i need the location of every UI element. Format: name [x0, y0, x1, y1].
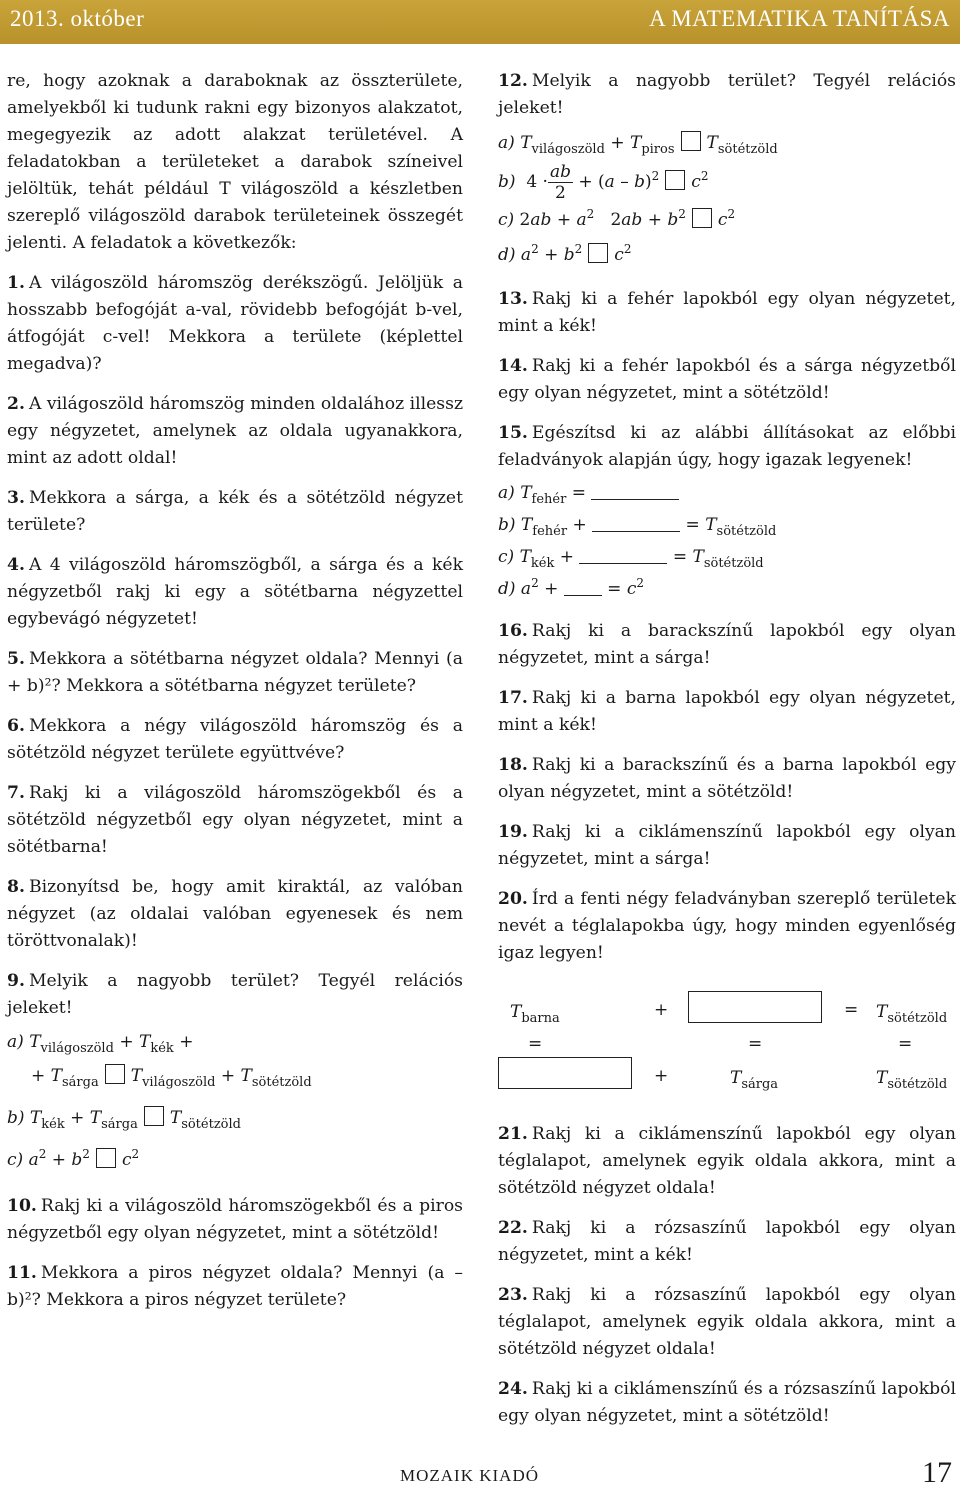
answer-rectangle[interactable]: [688, 991, 822, 1023]
cell-t-sarga: $T_{sárga}$: [730, 1068, 779, 1092]
task-number: 4.: [7, 555, 25, 575]
equals-sign: =: [528, 1034, 543, 1054]
task-text: Rakj ki a ciklámenszínű és a rózsaszínű lapokból egy olyan négyzetet, mint a sötétzöld!: [498, 1379, 956, 1426]
left-column: [7, 68, 463, 1314]
page-number: 17: [922, 1456, 952, 1489]
task-text: Mekkora a piros négyzet oldala? Mennyi (a – b)²? Mekkora a piros négyzet területe?: [7, 1263, 463, 1310]
task-number: 12.: [498, 71, 528, 91]
task-text: Mekkora a sárga, a kék és a sötétzöld négyzet területe?: [7, 488, 463, 535]
task-9-expressions: [7, 1026, 463, 1177]
task-6: [7, 713, 463, 767]
plus-sign: +: [654, 1066, 669, 1086]
task-24: [498, 1376, 956, 1430]
task-number: 10.: [7, 1196, 37, 1216]
header-journal: A MATEMATIKA TANÍTÁSA: [649, 6, 950, 31]
relation-box[interactable]: [665, 170, 685, 190]
task-text: Melyik a nagyobb terület? Tegyél relációs jeleket!: [7, 971, 463, 1018]
task-number: 2.: [7, 394, 25, 414]
task-text: Melyik a nagyobb terület? Tegyél relációs jeleket!: [498, 71, 956, 118]
stmt-15b: b) $T_{fehér}$ + = $T_{sötétzöld}$: [498, 515, 777, 539]
blank-line[interactable]: [592, 531, 680, 532]
task-13: [498, 286, 956, 340]
cell-t-barna: $T_{barna}$: [510, 1002, 560, 1026]
task-14: [498, 353, 956, 407]
task-number: 13.: [498, 289, 528, 309]
task-10: [7, 1193, 463, 1247]
expr-9b: b) $T_{kék} + T_{sárga}$ $T_{sötétzöld}$: [7, 1108, 241, 1132]
expr-12b: b) 4 · $\frac{ab}{2}$ + (a – b)$^2$ $c^2$: [498, 162, 709, 203]
task-text: Egészítsd ki az alábbi állításokat az előbbi feladványok alapján úgy, hogy igazak legyenek!: [498, 423, 956, 470]
task-text: Rakj ki a világoszöld háromszögekből és a piros négyzetből egy olyan négyzetet, mint a sötétzöld!: [7, 1196, 463, 1243]
task-text: Rakj ki a barackszínű lapokból egy olyan négyzetet, mint a sárga!: [498, 621, 956, 668]
task-20: [498, 886, 956, 967]
task-text: Rakj ki a rózsaszínű lapokból egy olyan téglalapot, amelynek egyik oldala akkora, mint a sötétzöld négyzet oldala!: [498, 1285, 956, 1359]
task-text: Rakj ki a világoszöld háromszögekből és a sötétzöld négyzetből egy olyan négyzetet, mint a sötétbarna!: [7, 783, 463, 857]
task-number: 9.: [7, 971, 25, 991]
task-number: 20.: [498, 889, 528, 909]
task-number: 14.: [498, 356, 528, 376]
task-22: [498, 1215, 956, 1269]
task-number: 23.: [498, 1285, 528, 1305]
task-23: [498, 1282, 956, 1363]
task-number: 3.: [7, 488, 25, 508]
task-12: [498, 68, 956, 122]
task-7: [7, 780, 463, 861]
page-footer: [0, 1456, 960, 1490]
task-number: 17.: [498, 688, 528, 708]
task-text: A világoszöld háromszög derékszögű. Jelöljük a hosszabb befogóját a-val, rövidebb befogóját b-vel, átfogóját c-vel! Mekkora a területe (képlettel megadva)?: [7, 273, 463, 374]
right-column: [498, 68, 956, 1430]
task-number: 11.: [7, 1263, 37, 1283]
plus-sign: +: [654, 1000, 669, 1020]
task-number: 5.: [7, 649, 25, 669]
task-15: [498, 420, 956, 474]
task-12-expressions: [498, 126, 956, 273]
blank-line[interactable]: [579, 563, 667, 564]
task-text: Rakj ki a ciklámenszínű lapokból egy olyan téglalapot, amelynek egyik oldala akkora, mint a sötétzöld négyzet oldala!: [498, 1124, 956, 1198]
task-number: 8.: [7, 877, 25, 897]
task-number: 21.: [498, 1124, 528, 1144]
equals-sign: =: [898, 1034, 913, 1054]
task-text: Rakj ki a fehér lapokból egy olyan négyzetet, mint a kék!: [498, 289, 956, 336]
task-number: 16.: [498, 621, 528, 641]
expr-12a: a) $T_{világoszöld} + T_{piros}$ $T_{sötétzöld}$: [498, 133, 778, 157]
answer-rectangle[interactable]: [498, 1057, 632, 1089]
relation-box[interactable]: [692, 208, 712, 228]
expr-12d: d) $a^2 + b^2$ $c^2$: [498, 242, 632, 265]
task-18: [498, 752, 956, 806]
relation-box[interactable]: [105, 1064, 125, 1084]
task-8: [7, 874, 463, 955]
stmt-15a: a) $T_{fehér}$ =: [498, 478, 956, 510]
task-4: [7, 552, 463, 633]
stmt-15c: c) $T_{kék}$ + = $T_{sötétzöld}$: [498, 547, 764, 571]
task-9: [7, 968, 463, 1022]
publisher-name: MOZAIK KIADÓ: [400, 1466, 540, 1485]
task-2: [7, 391, 463, 472]
task-19: [498, 819, 956, 873]
cell-t-sotetzold: $T_{sötétzöld}$: [876, 1002, 948, 1026]
task-number: 7.: [7, 783, 25, 803]
task-1: [7, 270, 463, 378]
task-text: A világoszöld háromszög minden oldalához illessz egy négyzetet, amelynek az oldala ugyanakkora, mint az adott oldal!: [7, 394, 463, 468]
relation-box[interactable]: [96, 1148, 116, 1168]
blank-line[interactable]: [591, 499, 679, 500]
equals-sign: =: [748, 1034, 763, 1054]
task-text: Írd a fenti négy feladványban szereplő területek nevét a téglalapokba úgy, hogy minden egyenlőség igaz legyen!: [498, 889, 956, 963]
cell-t-sotetzold: $T_{sötétzöld}$: [876, 1068, 948, 1092]
task-text: Mekkora a sötétbarna négyzet oldala? Mennyi (a + b)²? Mekkora a sötétbarna négyzet területe?: [7, 649, 463, 696]
task-text: A 4 világoszöld háromszögből, a sárga és a kék négyzetből rakj ki egy a sötétbarna négyzettel egybevágó négyzetet!: [7, 555, 463, 629]
task-text: Rakj ki a rózsaszínű lapokból egy olyan négyzetet, mint a kék!: [498, 1218, 956, 1265]
stmt-15d: d) $a^2$ + = $c^2$: [498, 576, 644, 599]
task-20-equation-grid: [498, 987, 956, 1097]
task-number: 22.: [498, 1218, 528, 1238]
task-number: 15.: [498, 423, 528, 443]
task-5: [7, 646, 463, 700]
expr-12c: c) $2ab + a^2$ $2ab + b^2$ $c^2$: [498, 207, 736, 230]
task-text: Mekkora a négy világoszöld háromszög és a sötétzöld négyzet területe együttvéve?: [7, 716, 463, 763]
relation-box[interactable]: [681, 131, 701, 151]
task-15-statements: [498, 478, 956, 605]
task-text: Bizonyítsd be, hogy amit kiraktál, az valóban négyzet (az oldalai valóban egyenesek és nem töröttvonalak)!: [7, 877, 463, 951]
page-header: [0, 0, 960, 44]
task-text: Rakj ki a barackszínű és a barna lapokból egy olyan négyzetet, mint a sötétzöld!: [498, 755, 956, 802]
blank-line[interactable]: [564, 595, 602, 596]
task-number: 1.: [7, 273, 25, 293]
task-3: [7, 485, 463, 539]
task-17: [498, 685, 956, 739]
intro-paragraph: re, hogy azoknak a daraboknak az összterülete, amelyekből ki tudunk rakni egy bizonyos alakzatot, megegyezik az adott alakzat területével. A feladatokban a területeket a darabok színeivel jelöltük, tehát például T világoszöld a készletben szereplő világoszöld darabok területeinek összegét jelenti. A feladatok a következők:: [7, 71, 463, 253]
expr-9a: a) $T_{világoszöld} + T_{kék}$ +: [7, 1032, 194, 1056]
header-date: 2013. október: [10, 6, 145, 31]
task-text: Rakj ki a fehér lapokból és a sárga négyzetből egy olyan négyzetet, mint a sötétzöld!: [498, 356, 956, 403]
expr-9a-cont: + $T_{sárga}$ $T_{világoszöld} + T_{sötétzöld}$: [31, 1066, 312, 1090]
equals-sign: =: [844, 1000, 859, 1020]
task-number: 24.: [498, 1379, 528, 1399]
task-text: Rakj ki a ciklámenszínű lapokból egy olyan négyzetet, mint a sárga!: [498, 822, 956, 869]
task-11: [7, 1260, 463, 1314]
task-text: Rakj ki a barna lapokból egy olyan négyzetet, mint a kék!: [498, 688, 956, 735]
task-number: 6.: [7, 716, 25, 736]
relation-box[interactable]: [588, 243, 608, 263]
task-21: [498, 1121, 956, 1202]
expr-9c: c) $a^2 + b^2$ $c^2$: [7, 1147, 140, 1170]
task-number: 18.: [498, 755, 528, 775]
task-number: 19.: [498, 822, 528, 842]
task-16: [498, 618, 956, 672]
relation-box[interactable]: [144, 1106, 164, 1126]
